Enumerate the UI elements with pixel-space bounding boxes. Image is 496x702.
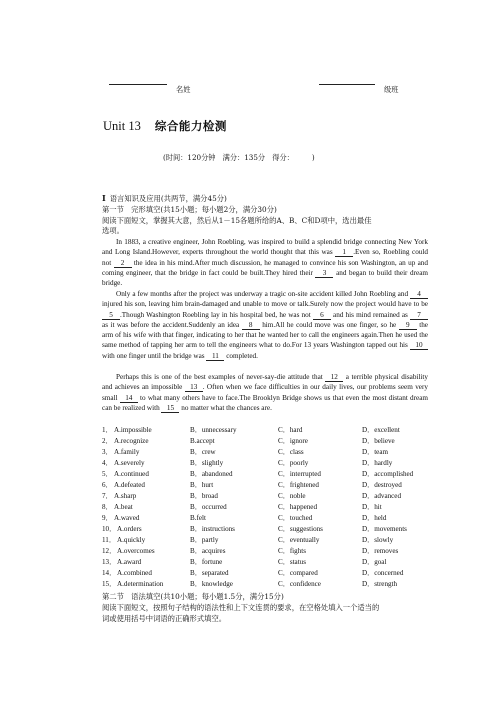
sec1-instructions-2: 选项。 — [102, 226, 124, 235]
option-d: D．strength — [362, 580, 398, 588]
question-number: 7． — [102, 492, 113, 500]
p3-text: Perhaps this is one of the best examples of never-say-die attitude that — [116, 373, 326, 381]
option-a: A.beat — [114, 503, 133, 511]
p2-text: and his mind remained as — [330, 310, 410, 319]
option-row — [102, 513, 432, 524]
option-b: B．hurt — [190, 481, 214, 489]
option-a: A.quickly — [117, 536, 146, 544]
roman-numeral: Ⅰ — [102, 193, 106, 203]
blank-9: 9 — [399, 321, 417, 330]
option-row — [102, 491, 432, 502]
question-number: 4． — [102, 459, 113, 467]
option-b: B．partly — [190, 536, 219, 544]
part1-heading-text: 语言知识及应用(共两节，满分45分) — [109, 194, 227, 203]
p2-text: Only a few months after the project was underway a tragic on-site accident killed John Roebling and — [116, 290, 410, 298]
question-number: 5． — [102, 470, 113, 478]
class-label: 级班 — [384, 85, 399, 94]
option-c: C．suggestions — [278, 525, 323, 533]
blank-5: 5 — [102, 311, 120, 320]
option-c: C．happened — [278, 503, 318, 511]
option-c: C．noble — [278, 492, 306, 500]
p2-text: as it was before the accident.Suddenly an idea — [102, 320, 242, 329]
p2-text: with one finger until the bridge was — [102, 351, 207, 360]
option-a: A.overcomes — [117, 547, 155, 555]
option-a: A.orders — [117, 525, 142, 533]
blank-10: 10 — [410, 341, 428, 350]
option-row — [102, 568, 432, 579]
test-meta: (时间：120分钟 满分：135分 得分： ) — [163, 153, 315, 162]
sec1-heading: 第一节 完形填空(共15小题；每小题2分，满分30分) — [102, 205, 277, 214]
option-d: D．accomplished — [362, 470, 414, 478]
question-number: 15． — [102, 580, 117, 588]
p2-text: completed. — [224, 351, 258, 360]
option-row — [102, 502, 432, 513]
p3-text: to what many others have to face.The Brooklyn Bridge shows us that even the most distant dream can be realized with — [102, 393, 428, 412]
blank-6: 6 — [313, 311, 331, 320]
option-d: D．advanced — [362, 492, 401, 500]
option-d: D．hardly — [362, 459, 393, 467]
option-a: A.sharp — [114, 492, 137, 500]
option-b: B．acquires — [190, 547, 226, 555]
option-b: B．separated — [190, 569, 229, 577]
option-c: C．poorly — [278, 459, 309, 467]
blank-2: 2 — [114, 259, 132, 268]
p3-text: a terrible physical disability and achieves an impossible — [102, 373, 428, 392]
question-number: 13． — [102, 558, 117, 566]
p1-text: and began to build their dream bridge. — [102, 268, 428, 287]
option-b: B.accept — [190, 437, 215, 445]
option-d: D．believe — [362, 437, 395, 445]
question-number: 12． — [102, 547, 117, 555]
blank-8: 8 — [242, 321, 260, 330]
option-c: C．compared — [278, 569, 318, 577]
blank-15: 15 — [161, 404, 179, 413]
option-c: C．ignore — [278, 437, 308, 445]
option-b: B．broad — [190, 492, 218, 500]
option-b: B．slightly — [190, 459, 224, 467]
blank-3: 3 — [315, 269, 333, 278]
blank-4: 4 — [410, 290, 428, 299]
passage-paragraph-3 — [102, 372, 428, 413]
option-b: B．abandoned — [190, 470, 233, 478]
question-number: 6． — [102, 481, 113, 489]
option-row — [102, 557, 432, 568]
p2-text: .Though Washington Roebling lay in his hospital bed, he was not — [120, 310, 313, 319]
option-d: D．excellent — [362, 426, 400, 434]
option-d: D．held — [362, 514, 387, 522]
option-b: B．unnecessary — [190, 426, 237, 434]
blank-13: 13 — [185, 383, 203, 392]
option-a: A.award — [117, 558, 142, 566]
name-label: 名姓 — [176, 85, 191, 94]
option-d: D．team — [362, 448, 389, 456]
option-a: A.family — [114, 448, 140, 456]
option-a: A.determination — [117, 580, 164, 588]
option-c: C．frightened — [278, 481, 319, 489]
p2-text: him.All he could move was one finger, so he — [259, 320, 399, 329]
option-a: A.defeated — [114, 481, 145, 489]
option-d: D．slowly — [362, 536, 394, 544]
p3-text: . Often when we face difficulties in our daily lives, our problems seem very small — [102, 383, 428, 402]
sec2-instructions-1: 阅读下面短文，按照句子结构的语法性和上下文连贯的要求，在空格处填入一个适当的 — [102, 603, 380, 612]
sec2-instructions-2: 词或使用括号中词语的正确形式填空。 — [102, 614, 227, 623]
option-d: D．hit — [362, 503, 382, 511]
p1-text: In 1883, a creative engineer, John Roebling, was inspired to build a splendid bridge connecting New York and Long Island.However, experts throughout the world thought that this was — [102, 238, 428, 257]
option-a: A.recognize — [114, 437, 149, 445]
passage-paragraph-1 — [102, 237, 428, 288]
question-number: 2． — [102, 437, 113, 445]
option-b: B．knowledge — [190, 580, 233, 588]
page-title — [103, 118, 227, 134]
option-d: D．removes — [362, 547, 399, 555]
blank-11: 11 — [206, 352, 224, 361]
option-a: A.waved — [114, 514, 140, 522]
blank-7: 7 — [410, 311, 428, 320]
option-row — [102, 546, 432, 557]
question-number: 9． — [102, 514, 113, 522]
option-a: A.impossible — [114, 426, 152, 434]
option-row — [102, 436, 432, 447]
p3-text: no matter what the chances are. — [179, 403, 272, 412]
option-d: D．concerned — [362, 569, 404, 577]
blank-14: 14 — [120, 394, 138, 403]
option-d: D．movements — [362, 525, 407, 533]
option-a: A.continued — [114, 470, 149, 478]
class-underline — [319, 84, 375, 85]
option-b: B.felt — [190, 514, 206, 522]
option-row — [102, 458, 432, 469]
blank-12: 12 — [325, 373, 343, 382]
title-name: 综合能力检测 — [154, 119, 227, 133]
blank-1: 1 — [335, 248, 353, 257]
question-number: 10． — [102, 525, 117, 533]
option-c: C．interrupted — [278, 470, 321, 478]
sec1-instructions-1: 阅读下面短文，掌握其大意，然后从1－15各题所给的A、B、C和D项中，选出最佳 — [102, 216, 372, 225]
question-number: 14． — [102, 569, 117, 577]
option-c: C．confidence — [278, 580, 321, 588]
option-row — [102, 425, 432, 436]
option-row — [102, 579, 432, 590]
name-underline — [109, 84, 167, 85]
option-a: A.combined — [117, 569, 152, 577]
option-b: B．fortune — [190, 558, 223, 566]
option-row — [102, 480, 432, 491]
option-c: C．status — [278, 558, 306, 566]
option-row — [102, 524, 432, 535]
passage-paragraph-2 — [102, 289, 428, 361]
p2-text: injured his son, leaving him brain-damaged and unable to move or talk.Surely now the project would have to be — [102, 300, 428, 309]
option-b: B．instructions — [190, 525, 235, 533]
p1-text: .Even so, Roebling could not — [102, 248, 428, 267]
option-d: D．goal — [362, 558, 387, 566]
option-b: B．crew — [190, 448, 216, 456]
option-d: D．destroyed — [362, 481, 402, 489]
question-number: 11． — [102, 536, 116, 544]
option-c: C．hard — [278, 426, 303, 434]
part1-heading — [102, 193, 402, 204]
option-c: C．class — [278, 448, 304, 456]
question-number: 1． — [102, 426, 113, 434]
option-b: B．occurred — [190, 503, 227, 511]
p1-text: the idea in his mind.After much discussion, he managed to convince his son Washington, an up and coming engineer, that the bridge in fact could be built.They hired their — [102, 258, 428, 277]
p2-text: the arm of his wife with that finger, indicating to her that he wanted her to call the engineers again.Then he used the same method of tapping her arm to tell the engineers what to do.For 13 years Washington tapped out his — [102, 320, 428, 350]
option-row — [102, 535, 432, 546]
unit-label: Unit 13 — [103, 119, 141, 133]
sec2-heading: 第二节 语法填空(共10小题；每小题1.5分，满分15分) — [102, 592, 284, 601]
option-c: C．eventually — [278, 536, 320, 544]
option-row — [102, 447, 432, 458]
question-number: 3． — [102, 448, 113, 456]
option-row — [102, 469, 432, 480]
question-number: 8． — [102, 503, 113, 511]
option-c: C．touched — [278, 514, 313, 522]
option-c: C．fights — [278, 547, 306, 555]
option-a: A.severely — [114, 459, 145, 467]
